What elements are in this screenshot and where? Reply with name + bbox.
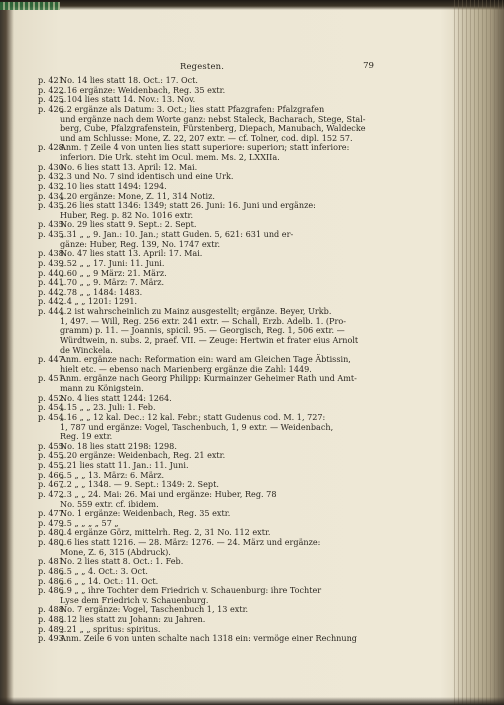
entry-page-label: p. 486. — [38, 585, 67, 596]
errata-entry — [38, 488, 370, 509]
entry-text-line: No. 1 ergänze: Weidenbach, Reg. 35 extr. — [60, 508, 231, 519]
entry-text-line: gänze: Huber, Reg. 139, No. 1747 extr. — [60, 238, 221, 249]
page-header — [40, 61, 374, 76]
entry-page-label: p. 432. — [38, 171, 67, 182]
entry-page-label: p. 440. — [38, 267, 67, 278]
entry-text-line: No. 7 ergänze: Vogel, Taschenbuch 1, 13 extr. — [60, 604, 249, 615]
entry-text-line: No. 4 lies statt 1244: 1264. — [60, 392, 172, 403]
entry-page-label: p. 438. — [38, 248, 67, 259]
entry-text-line: 1, 497. — Will, Reg. 256 extr. 241 extr. — Schall, Erzb. Adelb. 1. (Pro- — [60, 315, 346, 326]
entry-text-line: „ 15 „ „ 23. Juli: 1. Feb. — [60, 402, 156, 413]
entry-page-label: p. 480. — [38, 537, 67, 547]
entry-text-line: „ 20 ergänze: Weidenbach, Reg. 21 extr. — [60, 450, 226, 461]
entry-page-label: p. 488. — [38, 614, 67, 624]
entry-page-label: p. 477. — [38, 508, 67, 519]
entry-text-line: No. 47 lies statt 13. April: 17. Mai. — [60, 248, 203, 259]
entry-text-line: „ 10 lies statt 1494: 1294. — [60, 180, 167, 191]
entry-text-line: „ 5 „ „ 4. Oct.: 3. Oct. — [60, 565, 148, 576]
bottom-shadow — [0, 697, 504, 705]
entry-text-line: „ 2 ist wahrscheinlich zu Mainz ausgestellt; ergänze. Beyer, Urkb. — [60, 306, 332, 316]
entry-text-line: „ 4 „ „ 1201: 1291. — [60, 296, 138, 307]
entry-text-line: „ 16 ergänze: Weidenbach, Reg. 35 extr. — [60, 84, 226, 95]
errata-entry — [38, 306, 370, 355]
entry-page-label: p. 489. — [38, 623, 67, 634]
errata-entry — [38, 229, 370, 249]
page-content — [38, 61, 374, 644]
errata-entry — [38, 103, 370, 144]
entry-page-label: p. 455. — [38, 450, 67, 461]
entry-text-line: mann zu Königstein. — [60, 383, 144, 393]
entry-text-line: und am Schlusse: Mone, Z. 22, 207 extr. — cf. Tolner, cod. dipl. 152 57. — [60, 132, 353, 143]
entry-page-label: p. 481. — [38, 556, 67, 567]
entry-text-line: No. 6 lies statt 13. April: 12. Mai. — [60, 161, 198, 172]
entry-page-label: p. 467. — [38, 479, 67, 490]
entry-page-label: p. 486. — [38, 575, 67, 586]
entry-text-line: inferiorı. Die Urk. steht im Ocul. mem. Ms. 2, LXXIIa. — [60, 152, 280, 162]
errata-list — [38, 75, 370, 644]
entry-text-line: Anm. † Zeile 4 von unten lies statt superiore: superiorı; statt inferiore: — [60, 142, 350, 153]
entry-text-line: „ 60 „ „ 9 März: 21. März. — [60, 267, 167, 278]
entry-text-line: „ 20 ergänze: Mone, Z. 11, 314 Notiz. — [60, 190, 215, 201]
entry-page-label: p. 454. — [38, 402, 67, 413]
entry-text-line: „ 70 „ „ 9. März: 7. März. — [60, 277, 165, 288]
entry-text-line: No. 559 extr. cf. ibidem. — [60, 498, 159, 509]
entry-page-label: p. 444. — [38, 306, 67, 316]
errata-entry — [38, 373, 370, 393]
entry-text-line: „ 16 „ „ 12 kal. Dec.: 12 kal. Febr.; statt Gudenus cod. M. 1, 727: — [60, 411, 326, 422]
entry-text-line: „ 2 „ „ 1348. — 9. Sept.: 1349: 2. Sept. — [60, 479, 219, 490]
entry-page-label: p. 455. — [38, 440, 67, 451]
entry-page-label: p. 428. — [38, 142, 67, 153]
entry-text-line: de Winckela. — [60, 344, 113, 355]
errata-entry — [38, 585, 370, 605]
entry-page-label: p. 434. — [38, 190, 67, 201]
entry-page-label: p. 442. — [38, 296, 67, 307]
entry-page-label: p. 432. — [38, 180, 67, 191]
entry-page-label: p. 455. — [38, 460, 67, 470]
entry-text-line: No. 2 lies statt 8. Oct.: 1. Feb. — [60, 556, 184, 567]
entry-page-label: p. 452. — [38, 392, 67, 403]
entry-text-line: „ 5 „ „ 13. März: 6. März. — [60, 469, 165, 480]
entry-page-label: p. 488. — [38, 604, 67, 615]
entry-page-label: p. 430. — [38, 161, 67, 172]
page-number: 79 — [363, 61, 374, 71]
entry-page-label: p. 472. — [38, 488, 67, 499]
entry-page-label: p. 447. — [38, 354, 67, 365]
page-edges-decoration — [454, 0, 504, 705]
entry-page-label: p. 435. — [38, 229, 67, 239]
entry-text-line: „ 3 und No. 7 sind identisch und eine Urk. — [60, 171, 234, 182]
entry-page-label: p. 425. — [38, 94, 67, 105]
errata-entry — [38, 633, 370, 644]
entry-page-label: p. 421. — [38, 75, 67, 85]
entry-text-line: „ 6 lies statt 1216. — 28. März: 1276. — 24. März und ergänze: — [60, 537, 321, 547]
entry-page-label: p. 439. — [38, 257, 67, 268]
running-title: Regesten. — [180, 61, 225, 71]
errata-entry — [38, 142, 370, 162]
entry-page-label: p. 454. — [38, 411, 67, 422]
entry-page-label: p. 479. — [38, 517, 67, 528]
entry-text-line: „ 104 lies statt 14. Nov.: 13. Nov. — [60, 94, 196, 105]
entry-text-line: „ 21 lies statt 11. Jan.: 11. Juni. — [60, 460, 189, 470]
entry-text-line: „ 6 „ „ 14. Oct.: 11. Oct. — [60, 575, 159, 586]
entry-text-line: „ 52 „ „ 17. Juni: 11. Juni. — [60, 257, 165, 268]
errata-entry — [38, 411, 370, 442]
entry-text-line: Anm. ergänze nach: Reformation ein: ward am Gleichen Tage Äbtissin, — [60, 354, 351, 365]
entry-page-label: p. 426. — [38, 103, 67, 114]
entry-page-label: p. 422. — [38, 84, 67, 95]
errata-entry — [38, 537, 370, 557]
entry-text-line: „ 21 „ „ spritus: spiritus. — [60, 623, 161, 634]
entry-page-label: p. 480. — [38, 527, 67, 538]
entry-text-line: „ 3 „ „ 24. Mai: 26. Mai und ergänze: Huber, Reg. 78 — [60, 488, 277, 499]
entry-text-line: Huber, Reg. p. 82 No. 1016 extr. — [60, 209, 194, 220]
entry-page-label: p. 493. — [38, 633, 67, 644]
entry-text-line: hielt etc. — ebenso nach Marienberg ergänze die Zahl: 1449. — [60, 363, 312, 374]
entry-page-label: p. 451. — [38, 373, 67, 384]
entry-text-line: „ 78 „ „ 1484: 1483. — [60, 286, 143, 297]
entry-text-line: Anm. Zeile 6 von unten schalte nach 1318 ein: vermöge einer Rechnung — [60, 633, 357, 644]
entry-page-label: p. 466. — [38, 469, 67, 480]
entry-text-line: „ 9 „ „ ihre Tochter dem Friedrich v. Schauenburg: ihre Tochter — [60, 585, 322, 596]
entry-text-line: Anm. ergänze nach Georg Philipp: Kurmainzer Geheimer Rath und Amt- — [60, 373, 357, 384]
entry-text-line: No. 18 lies statt 2198: 1298. — [60, 440, 177, 451]
errata-entry — [38, 200, 370, 220]
entry-text-line: 1, 787 und ergänze: Vogel, Taschenbuch, 1, 9 extr. — Weidenbach, — [60, 421, 334, 432]
entry-text-line: „ 26 lies statt 1346: 1349; statt 26. Juni: 16. Juni und ergänze: — [60, 200, 316, 211]
entry-text-line: „ 12 lies statt zu Johann: zu Jahren. — [60, 614, 206, 624]
entry-text-line: Lyse dem Friedrich v. Schauenburg. — [60, 594, 209, 605]
entry-text-line: „ 5 „ „ „ „ 57 „ — [60, 517, 119, 528]
entry-page-label: p. 435. — [38, 219, 67, 230]
entry-text-line: No. 29 lies statt 9. Sept.: 2. Sept. — [60, 219, 197, 230]
entry-text-line: No. 14 lies statt 18. Oct.: 17. Oct. — [60, 75, 199, 85]
bookmark-ribbon — [0, 2, 60, 10]
entry-text-line: Reg. 19 extr. — [60, 431, 113, 442]
entry-text-line: und ergänze nach dem Worte ganz: nebst Staleck, Bacharach, Stege, Stal- — [60, 113, 366, 124]
book-binding-edge — [0, 0, 504, 10]
entry-page-label: p. 486. — [38, 565, 67, 576]
entry-text-line: gramm) p. 11. — Joannis, spicil. 95. — Georgisch, Reg. 1, 506 extr. — — [60, 325, 345, 336]
entry-text-line: berg, Cube, Pfalzgrafenstein, Fürstenberg, Diepach, Manubach, Waldecke — [60, 123, 366, 134]
entry-text-line: „ 4 ergänze Görz, mittelrh. Reg. 2, 31 No. 112 extr. — [60, 527, 271, 538]
entry-page-label: p. 442. — [38, 286, 67, 297]
entry-text-line: „ 31 „ „ 9. Jan.: 10. Jan.; statt Guden. 5, 621: 631 und er- — [60, 229, 294, 239]
entry-text-line: Mone, Z. 6, 315 (Abdruck). — [60, 546, 171, 557]
entry-page-label: p. 441. — [38, 277, 67, 288]
entry-page-label: p. 435. — [38, 200, 67, 211]
errata-entry — [38, 354, 370, 374]
entry-text-line: „ 2 ergänze als Datum: 3. Oct.; lies statt Pfazgrafen: Pfalzgrafen — [60, 103, 325, 114]
entry-text-line: Würdtwein, n. subs. 2, praef. VII. — Zeuge: Hertwin et frater eius Arnolt — [60, 334, 359, 345]
